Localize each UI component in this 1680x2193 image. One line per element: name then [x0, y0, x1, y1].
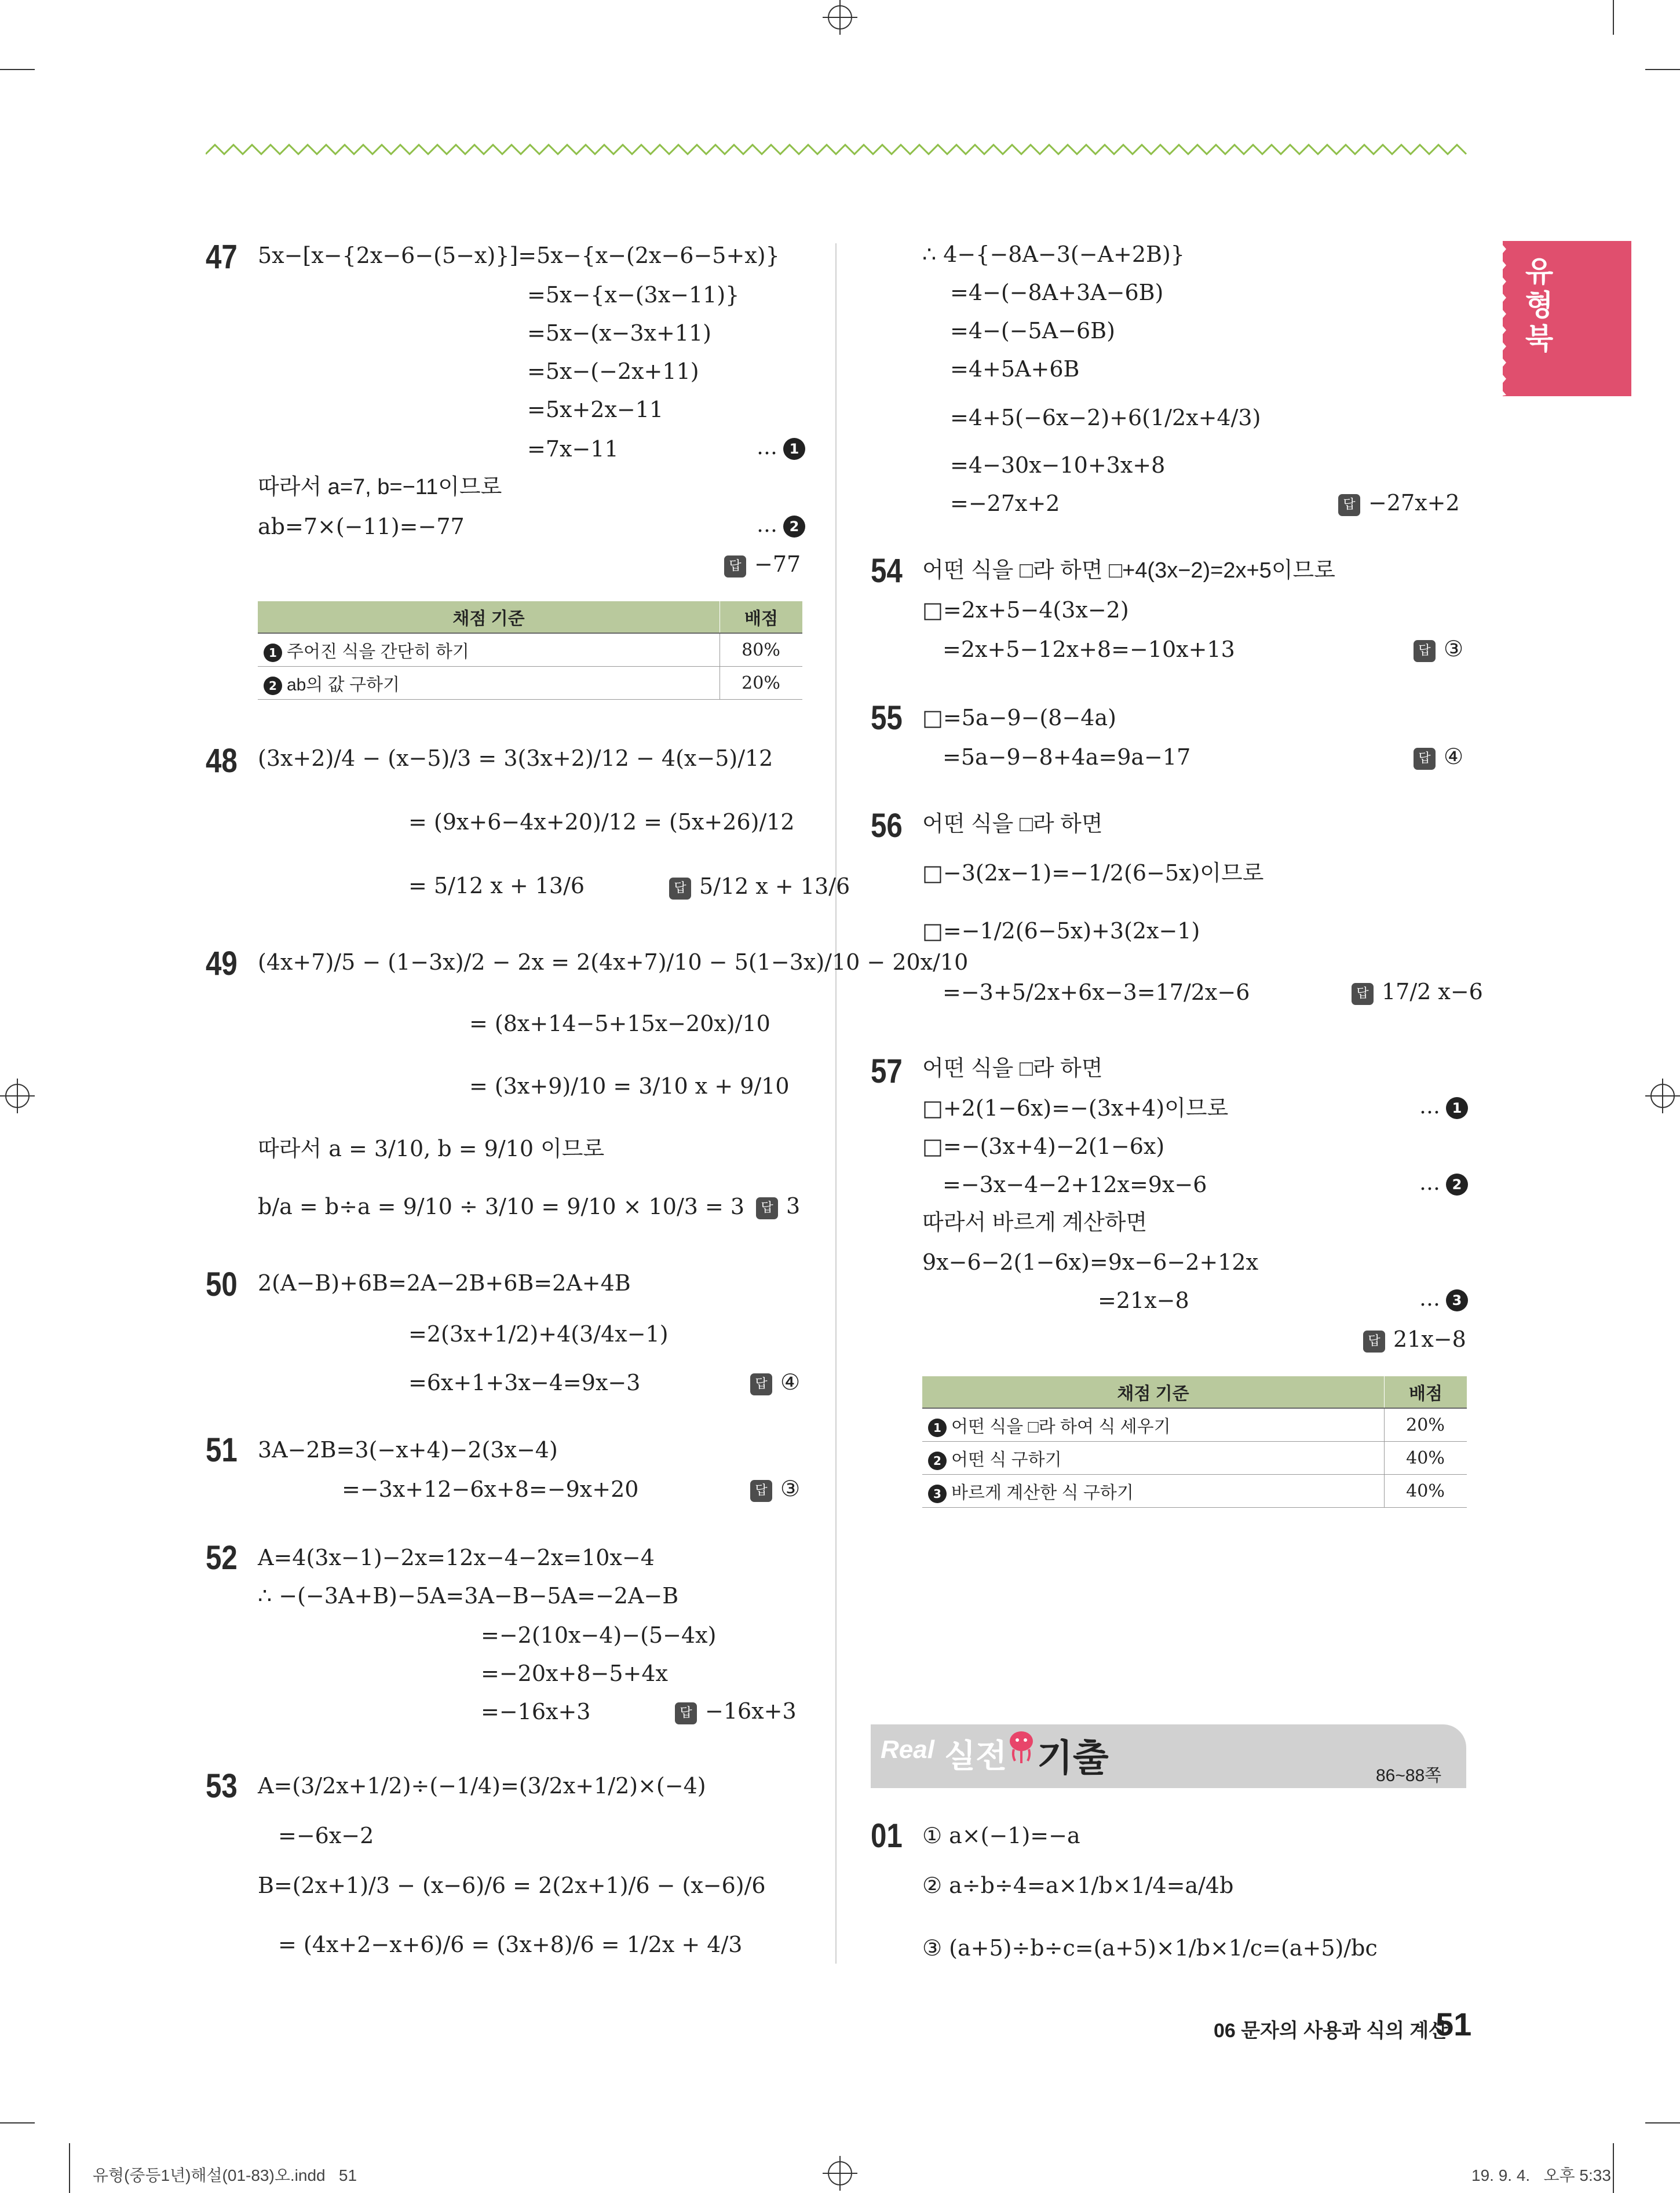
print-stamp: 19. 9. 4. 오후 5:33	[1471, 2166, 1611, 2184]
banner-title-a: 실전	[944, 1738, 1007, 1774]
jellyfish-icon	[1007, 1728, 1036, 1766]
step-marker: … 1	[1419, 1095, 1468, 1119]
problem-number: 54	[871, 552, 903, 590]
answer: 답 21x−8	[1363, 1326, 1466, 1353]
answer: 답 ④	[1414, 744, 1463, 770]
solution-line: ① a×(−1)=−a	[922, 1823, 1080, 1848]
banner-title-b: 기출	[1037, 1737, 1109, 1779]
problem-number: 56	[871, 807, 903, 845]
step-marker: … 3	[1419, 1287, 1468, 1311]
step-marker: … 1	[757, 436, 805, 460]
banner-pages: 86~88쪽	[1376, 1766, 1442, 1785]
solution-line: =5x−{x−(3x−11)}	[527, 282, 740, 308]
problem-number: 50	[206, 1266, 238, 1303]
side-tab-label: 유형북	[1525, 255, 1554, 356]
solution-line: 9x−6−2(1−6x)=9x−6−2+12x	[922, 1249, 1259, 1275]
solution-line: =−6x−2	[278, 1823, 374, 1848]
problem-number: 53	[206, 1767, 238, 1805]
solution-line: 어떤 식을 □라 하면	[922, 812, 1103, 836]
solution-line: =5x+2x−11	[527, 397, 664, 422]
solution-line: 따라서 a=7, b=−11이므로	[258, 475, 502, 499]
page-number: 51	[1436, 2006, 1472, 2042]
solution-line: □=5a−9−(8−4a)	[922, 705, 1116, 730]
solution-line: ∴ 4−{−8A−3(−A+2B)}	[922, 242, 1185, 267]
solution-line: =−20x+8−5+4x	[481, 1661, 668, 1686]
solution-line: =4+5(−6x−2)+6(1/2x+4/3)	[950, 405, 1261, 430]
side-tab-notch	[1499, 241, 1507, 396]
table-header: 배점	[1385, 1376, 1467, 1408]
problem-number: 48	[206, 742, 238, 780]
solution-line: 어떤 식을 □라 하면	[922, 1057, 1103, 1081]
answer: 답 17/2 x−6	[1352, 979, 1483, 1005]
solution-line: =2x+5−12x+8=−10x+13	[943, 637, 1235, 662]
solution-line: =4−(−5A−6B)	[950, 318, 1115, 343]
table-row: 2 어떤 식 구하기 40%	[922, 1442, 1467, 1475]
solution-line: = (3x+9)/10 = 3/10 x + 9/10	[469, 1073, 790, 1099]
solution-line: (4x+7)/5 − (1−3x)/2 − 2x = 2(4x+7)/10 − 5(1−3x)/10 − 20x/10	[258, 949, 969, 975]
solution-line: =5a−9−8+4a=9a−17	[943, 744, 1191, 770]
problem-number: 57	[871, 1052, 903, 1090]
answer: 답 −77	[724, 551, 801, 578]
solution-line: = (8x+14−5+15x−20x)/10	[469, 1011, 770, 1036]
solution-line: =2(3x+1/2)+4(3/4x−1)	[408, 1321, 669, 1347]
solution-line: □=−1/2(6−5x)+3(2x−1)	[922, 918, 1200, 944]
solution-line: □−3(2x−1)=−1/2(6−5x)이므로	[922, 860, 1264, 886]
table-header: 배점	[720, 601, 803, 633]
solution-line: =4−(−8A+3A−6B)	[950, 280, 1164, 305]
solution-line: =−3+5/2x+6x−3=17/2x−6	[943, 979, 1250, 1005]
step-marker: … 2	[1419, 1171, 1468, 1196]
answer: 답 3	[756, 1193, 800, 1219]
table-header: 채점 기준	[922, 1376, 1385, 1408]
problem-number: 55	[871, 699, 903, 737]
header-zigzag-rule	[206, 142, 1469, 156]
solution-line: =−2(10x−4)−(5−4x)	[481, 1622, 717, 1648]
answer: 답 ④	[750, 1369, 800, 1395]
solution-line: = (4x+2−x+6)/6 = (3x+8)/6 = 1/2x + 4/3	[278, 1932, 743, 1957]
solution-line: □=−(3x+4)−2(1−6x)	[922, 1134, 1165, 1159]
solution-line: =7x−11	[527, 436, 619, 462]
solution-line: =−16x+3	[481, 1699, 591, 1724]
table-row: 3 바르게 계산한 식 구하기 40%	[922, 1475, 1467, 1508]
solution-line: =−3x−4−2+12x=9x−6	[943, 1172, 1207, 1197]
answer: 답 ③	[1414, 636, 1463, 662]
solution-line: 따라서 바르게 계산하면	[922, 1211, 1148, 1235]
answer: 답 5/12 x + 13/6	[669, 873, 850, 900]
answer: 답 −27x+2	[1338, 490, 1460, 516]
solution-line: □=2x+5−4(3x−2)	[922, 597, 1129, 623]
solution-line: =4+5A+6B	[950, 356, 1080, 382]
solution-line: ab=7×(−11)=−77	[258, 514, 465, 539]
table-row: 1 어떤 식을 □라 하여 식 세우기 20%	[922, 1408, 1467, 1442]
table-header: 채점 기준	[258, 601, 720, 633]
scoring-table	[922, 1376, 1467, 1508]
solution-line: 3A−2B=3(−x+4)−2(3x−4)	[258, 1437, 558, 1463]
column-divider	[835, 243, 837, 1964]
scoring-table	[258, 601, 802, 700]
solution-line: 2(A−B)+6B=2A−2B+6B=2A+4B	[258, 1270, 631, 1296]
file-slug: 유형(중등1년)해설(01-83)오.indd 51	[93, 2166, 357, 2184]
solution-line: ③ (a+5)÷b÷c=(a+5)×1/b×1/c=(a+5)/bc	[922, 1935, 1378, 1961]
solution-line: = (9x+6−4x+20)/12 = (5x+26)/12	[408, 809, 795, 835]
problem-number: 49	[206, 945, 238, 982]
solution-line: ∴ −(−3A+B)−5A=3A−B−5A=−2A−B	[258, 1583, 679, 1609]
solution-line: =4−30x−10+3x+8	[950, 452, 1166, 478]
chapter-title: 06 문자의 사용과 식의 계산	[1214, 2020, 1448, 2042]
solution-line: 따라서 a = 3/10, b = 9/10 이므로	[258, 1136, 605, 1161]
problem-number: 01	[871, 1817, 903, 1855]
solution-line: =−27x+2	[950, 491, 1060, 516]
solution-line: □+2(1−6x)=−(3x+4)이므로	[922, 1095, 1229, 1121]
banner-real: Real	[881, 1735, 934, 1764]
answer: 답 ③	[750, 1476, 800, 1502]
solution-line: (3x+2)/4 − (x−5)/3 = 3(3x+2)/12 − 4(x−5)/12	[258, 745, 773, 771]
table-row: 2 ab의 값 구하기 20%	[258, 667, 802, 700]
solution-line: =−3x+12−6x+8=−9x+20	[342, 1476, 639, 1502]
step-marker: … 2	[757, 513, 805, 538]
solution-line: = 5/12 x + 13/6	[408, 873, 585, 898]
problem-number: 52	[206, 1539, 238, 1577]
solution-line: 어떤 식을 □라 하면 □+4(3x−2)=2x+5이므로	[922, 558, 1335, 583]
table-row: 1 주어진 식을 간단히 하기 80%	[258, 633, 802, 667]
solution-line: b/a = b÷a = 9/10 ÷ 3/10 = 9/10 × 10/3 = 3	[258, 1194, 745, 1219]
solution-line: =5x−(−2x+11)	[527, 359, 699, 384]
solution-line: =5x−(x−3x+11)	[527, 320, 712, 346]
solution-line: =21x−8	[1098, 1288, 1189, 1313]
solution-line: 5x−[x−{2x−6−(5−x)}]=5x−{x−(2x−6−5+x)}	[258, 243, 780, 268]
solution-line: A=(3/2x+1/2)÷(−1/4)=(3/2x+1/2)×(−4)	[258, 1773, 706, 1799]
problem-number: 47	[206, 238, 238, 276]
solution-line: ② a÷b÷4=a×1/b×1/4=a/4b	[922, 1873, 1234, 1898]
problem-number: 51	[206, 1431, 238, 1469]
answer: 답 −16x+3	[675, 1698, 797, 1724]
solution-line: B=(2x+1)/3 − (x−6)/6 = 2(2x+1)/6 − (x−6)/6	[258, 1873, 766, 1898]
solution-line: =6x+1+3x−4=9x−3	[408, 1370, 641, 1395]
solution-line: A=4(3x−1)−2x=12x−4−2x=10x−4	[258, 1545, 655, 1570]
